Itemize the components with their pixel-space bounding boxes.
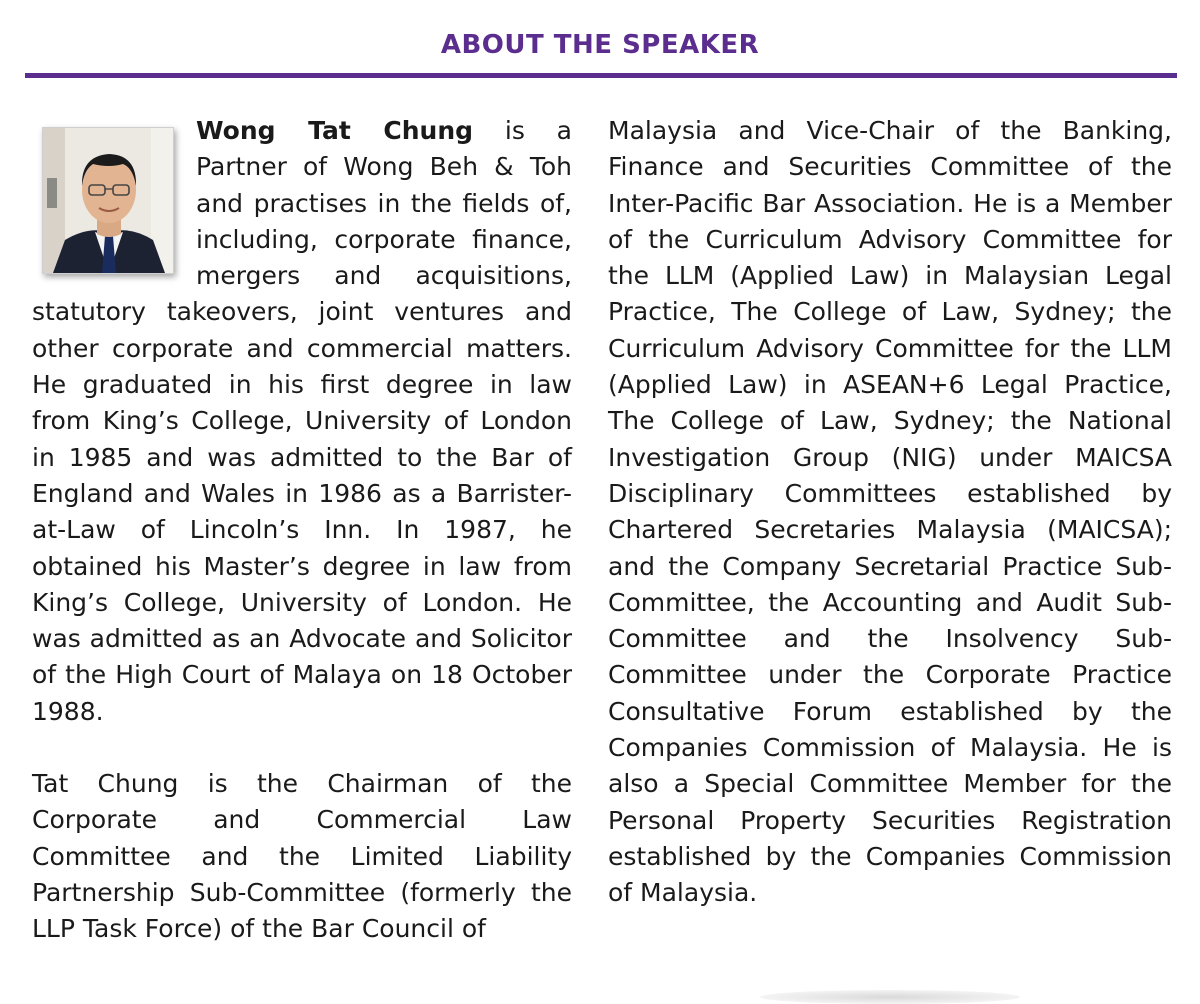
speaker-name: Wong Tat Chung [196,116,474,145]
bio-paragraph-2-continued: Malaysia and Vice-Chair of the Banking, Finance and Securities Committee of the Inter-Pacific Bar Association. He is a Member of the Curriculum Advisory Committee for the LLM (Applied Law) in Malaysian Legal Practice, The College of Law, Sydney; the Curriculum Advisory Committee for the LLM (Applied Law) in ASEAN+6 Legal Practice, The College of Law, Sydney; the National Investigation Group (NIG) under MAICSA Disciplinary Committees established by Chartered Secretaries Malaysia (MAICSA); and the Company Secretarial Practice Sub-Committee, the Accounting and Audit Sub-Committee and the Insolvency Sub-Committee under the Corporate Practice Consultative Forum established by the Companies Commission of Malaysia. He is also a Special Committee Member for the Personal Property Securities Registration established by the Companies Commission of Malaysia. [608,116,1172,908]
title-divider [25,73,1177,78]
bio-paragraph-1-text: is a Partner of Wong Beh & Toh and practises in the fields of, including, corporate finance, mergers and acquisitions, statutory takeovers, joint ventures and other corporate and commercial matters. He graduated in his first degree in law from King’s College, University of London in 1985 and was admitted to the Bar of England and Wales in 1986 as a Barrister-at-Law of Lincoln’s Inn. In 1987, he obtained his Master’s degree in law from King’s College, University of London. He was admitted as an Advocate and Solicitor of the High Court of Malaya on 18 October 1988. [32,116,572,726]
right-column [608,113,1172,912]
bio-paragraph-2-start: Tat Chung is the Chairman of the Corporate and Commercial Law Committee and the Limited Liability Partnership Sub-Committee (formerly the LLP Task Force) of the Bar Council of [32,769,572,944]
page-title: ABOUT THE SPEAKER [440,30,760,60]
bio-paragraph-1 [32,113,572,730]
speaker-photo [42,127,174,274]
page-shadow [760,990,1020,1004]
left-column [32,113,572,948]
